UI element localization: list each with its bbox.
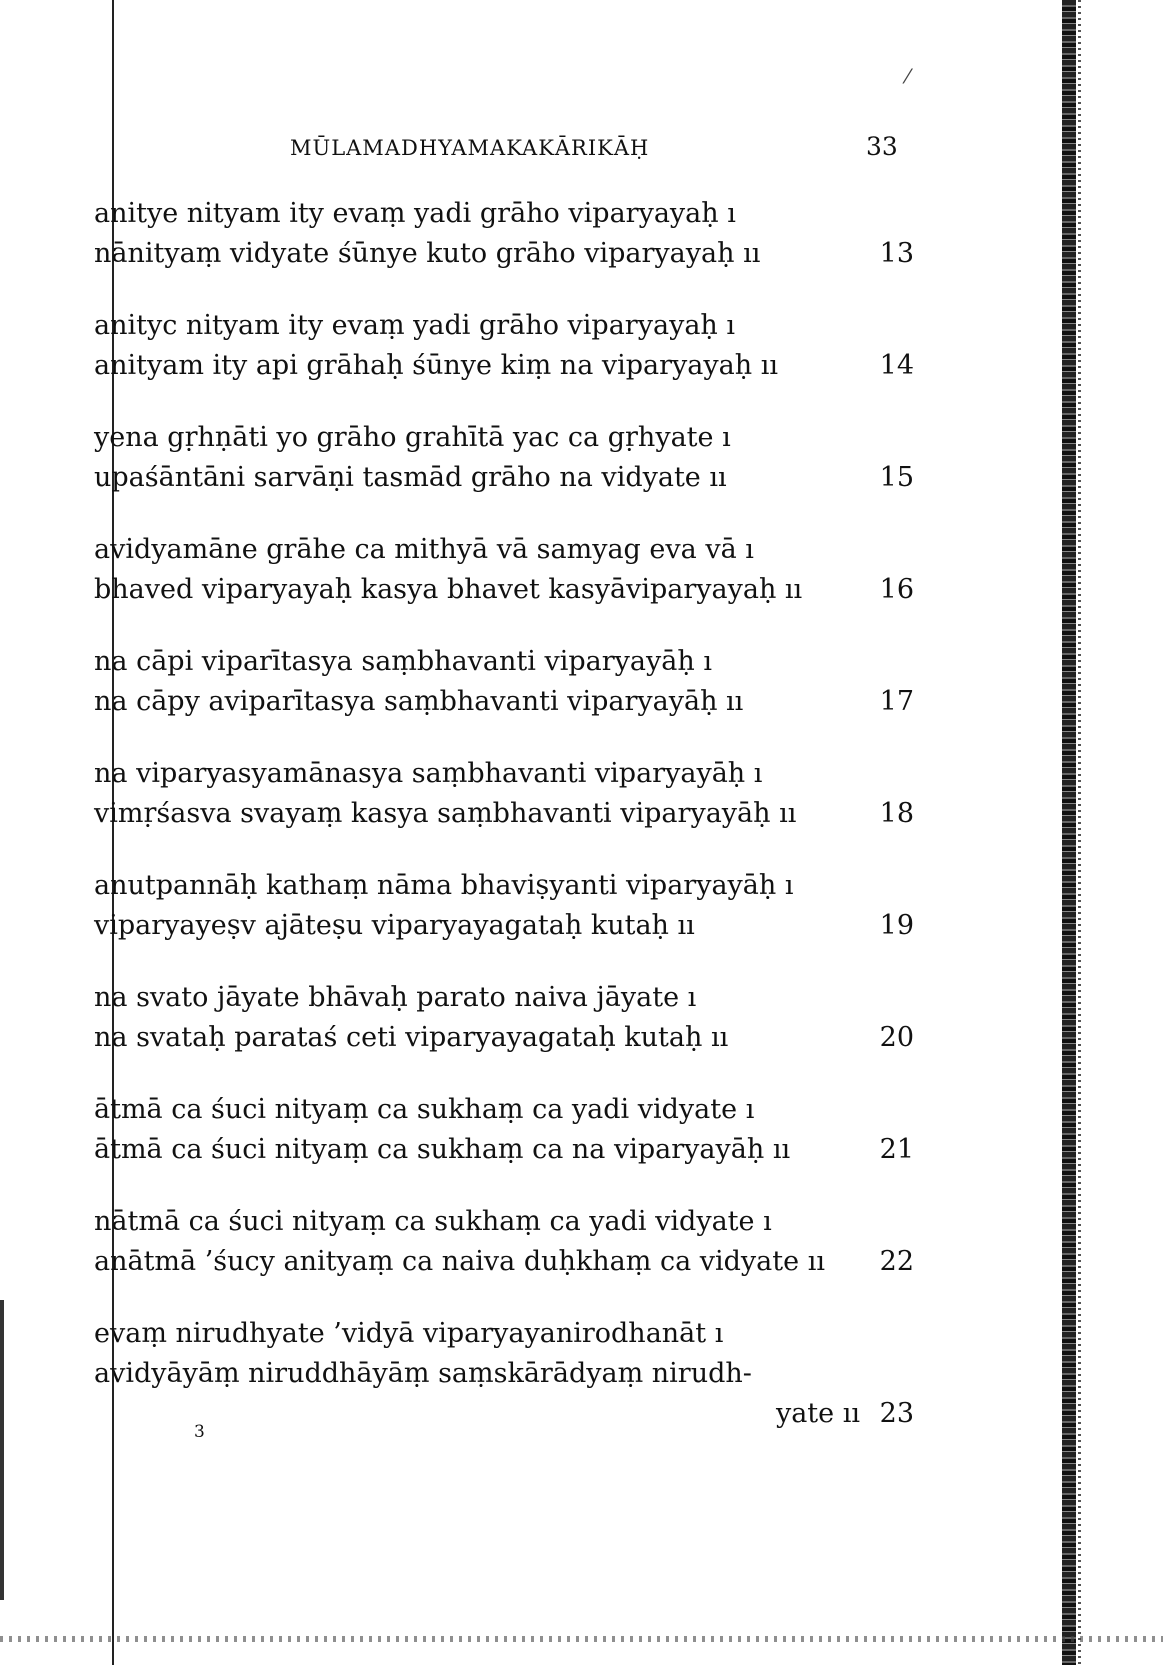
verse-number: 16 [879,574,914,605]
verse-line: anityam ity api grāhaḥ śūnye kiṃ na viparyayaḥ ıı [94,350,778,381]
verse-19 [94,868,914,980]
verse-line: nānityaṃ vidyate śūnye kuto grāho viparyayaḥ ıı [94,238,761,269]
verse-line: anityc nityam ity evaṃ yadi grāho viparyayaḥ ı [94,310,736,341]
verse-line: upaśāntāni sarvāṇi tasmād grāho na vidyate ıı [94,462,727,493]
scan-bottom-strip [0,1636,1163,1642]
verse-16 [94,532,914,644]
verse-line: na cāpi viparītasya saṃbhavanti viparyayāḥ ı [94,646,712,677]
verse-line: avidyāyāṃ niruddhāyāṃ saṃskārādyaṃ nirudh- [94,1358,752,1389]
verse-number: 22 [879,1246,914,1277]
verse-line: bhaved viparyayaḥ kasya bhavet kasyāviparyayaḥ ıı [94,574,803,605]
verse-number: 20 [879,1022,914,1053]
running-head: MŪLAMADHYAMAKAKĀRIKĀḤ [290,136,650,160]
signature-mark: 3 [194,1422,205,1442]
verse-17 [94,644,914,756]
verse-line: anitye nityam ity evaṃ yadi grāho viparyayaḥ ı [94,198,736,229]
verse-21 [94,1092,914,1204]
verse-20 [94,980,914,1092]
page-number: 33 [866,132,898,161]
verse-line: na svato jāyate bhāvaḥ parato naiva jāyate ı [94,982,697,1013]
verse-line: yena gṛhṇāti yo grāho grahītā yac ca gṛhyate ı [94,422,731,453]
scan-left-edge [0,1300,4,1600]
verse-line: ātmā ca śuci nityaṃ ca sukhaṃ ca yadi vidyate ı [94,1094,755,1125]
scan-binding-edge-fine [1078,0,1081,1665]
verse-line: na svataḥ parataś ceti viparyayagataḥ kutaḥ ıı [94,1022,729,1053]
verse-line: na cāpy aviparītasya saṃbhavanti viparyayāḥ ıı [94,686,744,717]
verse-line: nātmā ca śuci nityaṃ ca sukhaṃ ca yadi vidyate ı [94,1206,772,1237]
verse-number: 19 [879,910,914,941]
verse-line: yate ıı [775,1398,860,1429]
verse-list [94,196,914,1428]
verse-number: 17 [879,686,914,717]
verse-line: anātmā ’śucy anityaṃ ca naiva duḥkhaṃ ca vidyate ıı [94,1246,825,1277]
verse-13 [94,196,914,308]
verse-line: vimṛśasva svayaṃ kasya saṃbhavanti viparyayāḥ ıı [94,798,797,829]
verse-15 [94,420,914,532]
verse-line: anutpannāḥ kathaṃ nāma bhaviṣyanti viparyayāḥ ı [94,870,794,901]
verse-line: ātmā ca śuci nityaṃ ca sukhaṃ ca na viparyayāḥ ıı [94,1134,791,1165]
verse-23 [94,1316,914,1428]
page-header [290,132,900,176]
scan-binding-edge [1062,0,1076,1665]
stray-mark: ⁄ [906,64,910,88]
verse-22 [94,1204,914,1316]
verse-line: evaṃ nirudhyate ’vidyā viparyayanirodhanāt ı [94,1318,724,1349]
verse-14 [94,308,914,420]
verse-line: viparyayeṣv ajāteṣu viparyayagataḥ kutaḥ ıı [94,910,695,941]
verse-number: 21 [879,1134,914,1165]
verse-line: avidyamāne grāhe ca mithyā vā samyag eva vā ı [94,534,754,565]
verse-line: na viparyasyamānasya saṃbhavanti viparyayāḥ ı [94,758,763,789]
verse-18 [94,756,914,868]
verse-number: 23 [879,1398,914,1429]
verse-number: 15 [879,462,914,493]
verse-number: 14 [879,350,914,381]
verse-number: 13 [879,238,914,269]
verse-number: 18 [879,798,914,829]
